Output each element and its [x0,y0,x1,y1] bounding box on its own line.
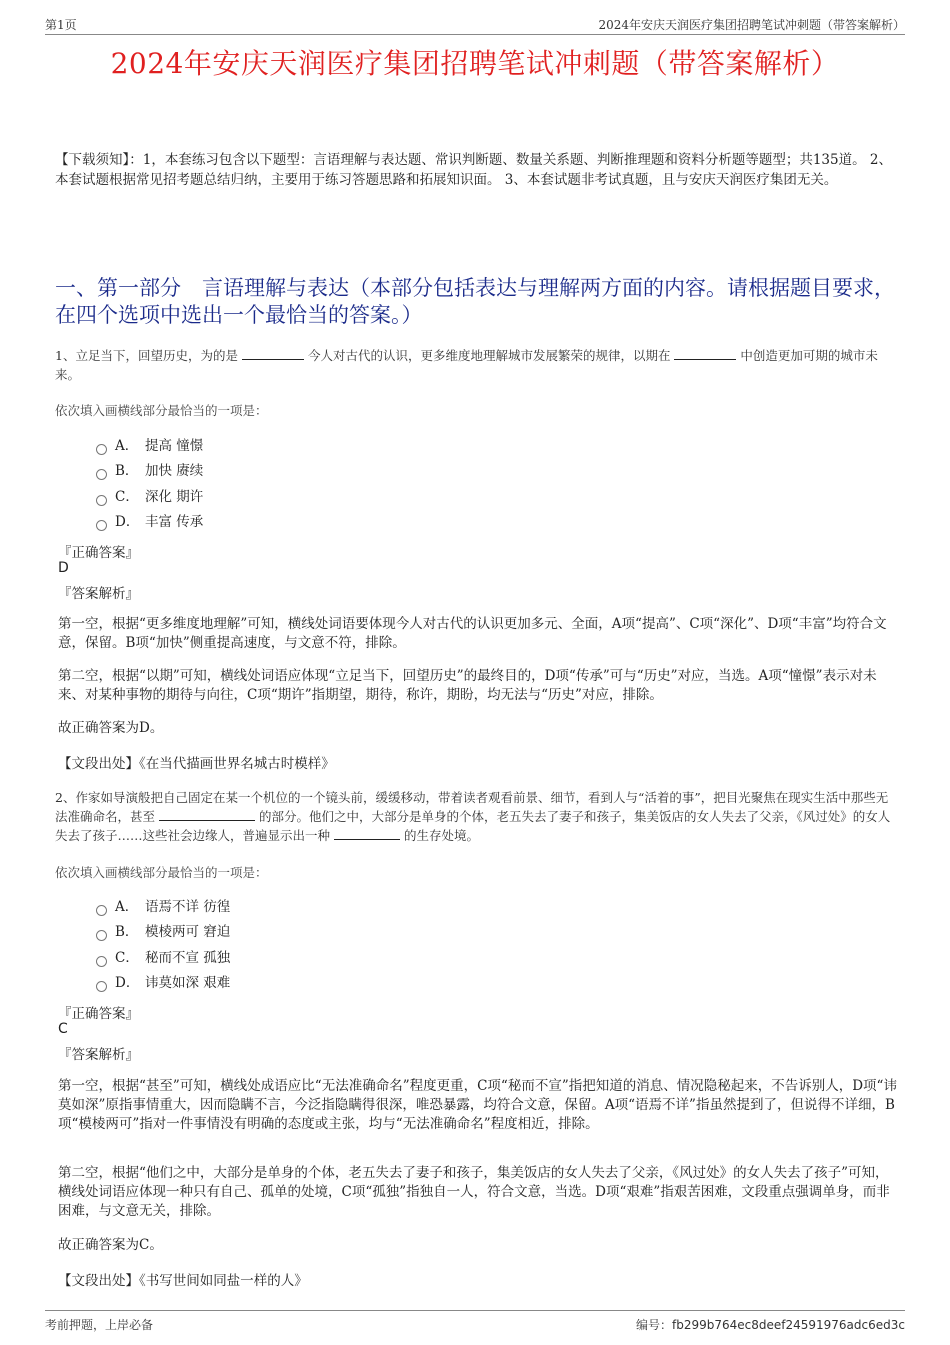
question-2-option-a[interactable]: A． 语焉不详 彷徨 [96,897,230,917]
passage-source: 【文段出处】《在当代描画世界名城古时模样》 [58,756,335,772]
question-1-option-c[interactable]: C． 深化 期许 [96,487,203,507]
correct-answer-label: 『正确答案』 [58,545,139,561]
download-notice: 【下载须知】：1，本套练习包含以下题型：言语理解与表达题、常识判断题、数量关系题、判断推理题和资料分析题等题型；共135道。 2、本套试题根据常见招考题总结归纳，主要用于练习答题思路和拓展知识面。 3、本套试题非考试真题，且与安庆天润医疗集团无关。 [55,152,892,188]
question-2-option-d[interactable]: D． 讳莫如深 艰难 [96,973,230,993]
radio-icon[interactable] [96,469,107,480]
question-2-option-c[interactable]: C． 秘而不宣 孤独 [96,948,230,968]
radio-icon[interactable] [96,520,107,531]
page-footer [45,1310,905,1335]
radio-icon[interactable] [96,956,107,967]
radio-icon[interactable] [96,981,107,992]
analysis-label: 『答案解析』 [58,1047,139,1063]
section-heading: 一、第一部分 言语理解与表达（本部分包括表达与理解两方面的内容。请根据题目要求，在四个选项中选出一个最恰当的答案。） [55,276,895,327]
fill-blank [334,826,400,840]
question-2-option-b[interactable]: B． 模棱两可 窘迫 [96,922,230,942]
question-2-stem: 2、作家如导演般把自己固定在某一个机位的一个镜头前，缓缓移动，带着读者观看前景、细节，看到人与“活着的事”，把目光聚焦在现实生活中那些无法准确命名，甚至 的部分。他们之中，大部分是单身的个体，老五失去了妻子和孩子，集美饭店的女人失去了父亲，《风过处》的女人失去了孩子……这些社会边缘人，普遍显示出一种 的生存处境。 [55,790,891,843]
page-number: 第1页 [45,18,77,32]
question-1-prompt: 依次填入画横线部分最恰当的一项是： [55,403,268,418]
analysis-paragraph: 第一空，根据“甚至”可知，横线处成语应比“无法准确命名”程度更重，C项“秘而不宣”指把知道的消息、情况隐秘起来，不告诉别人，D项“讳莫如深”原指事情重大，因而隐瞒不言，今泛指隐瞒得很深，唯恐暴露，均符合文意，保留。A项“语焉不详”指虽然提到了，但说得不详细，B项“模棱两可”指对一件事情没有明确的态度或主张，均与“无法准确命名”程度相近，排除。 [58,1078,897,1132]
analysis-conclusion: 故正确答案为C。 [58,1237,163,1253]
analysis-label: 『答案解析』 [58,586,139,602]
radio-icon[interactable] [96,905,107,916]
question-2-prompt: 依次填入画横线部分最恰当的一项是： [55,865,268,880]
analysis-conclusion: 故正确答案为D。 [58,720,164,736]
footer-slogan: 考前押题，上岸必备 [45,1318,154,1332]
fill-blank [674,346,736,360]
radio-icon[interactable] [96,495,107,506]
correct-answer-label: 『正确答案』 [58,1006,139,1022]
question-1-stem: 1、立足当下，回望历史，为的是 今人对古代的认识，更多维度地理解城市发展繁荣的规律，以期在 中创造更加可期的城市未来。 [55,348,878,382]
fill-blank [159,807,255,821]
radio-icon[interactable] [96,444,107,455]
document-code: 编号：fb299b764ec8deef24591976adc6ed3c [635,1318,905,1332]
analysis-paragraph: 第二空，根据“以期”可知，横线处词语应体现“立足当下，回望历史”的最终目的，D项“传承”可与“历史”对应，当选。A项“憧憬”表示对未来、对某种事物的期待与向往，C项“期许”指期望，期待，称许，期盼，均无法与“历史”对应，排除。 [58,668,877,703]
header-doc-title: 2024年安庆天润医疗集团招聘笔试冲刺题（带答案解析） [598,18,905,32]
analysis-paragraph: 第二空，根据“他们之中，大部分是单身的个体，老五失去了妻子和孩子，集美饭店的女人失去了父亲，《风过处》的女人失去了孩子”可知，横线处词语应体现一种只有自己、孤单的处境，C项“孤独”指独自一人，符合文意，当选。D项“艰难”指艰苦困难，文段重点强调单身，而非困难，与文意无关，排除。 [58,1165,890,1219]
fill-blank [242,346,304,360]
analysis-paragraph: 第一空，根据“更多维度地理解”可知，横线处词语要体现今人对古代的认识更加多元、全面，A项“提高”、C项“深化”、D项“丰富”均符合文意，保留。B项“加快”侧重提高速度，与文意不符，排除。 [58,616,887,651]
correct-answer: C [58,1021,68,1037]
correct-answer: D [58,560,69,576]
question-1-option-b[interactable]: B． 加快 赓续 [96,461,203,481]
passage-source: 【文段出处】《书写世间如同盐一样的人》 [58,1273,308,1289]
document-title: 2024年安庆天润医疗集团招聘笔试冲刺题（带答案解析） [110,47,840,80]
page-header [45,14,905,35]
question-1-option-a[interactable]: A． 提高 憧憬 [96,436,203,456]
radio-icon[interactable] [96,930,107,941]
question-1-option-d[interactable]: D． 丰富 传承 [96,512,203,532]
